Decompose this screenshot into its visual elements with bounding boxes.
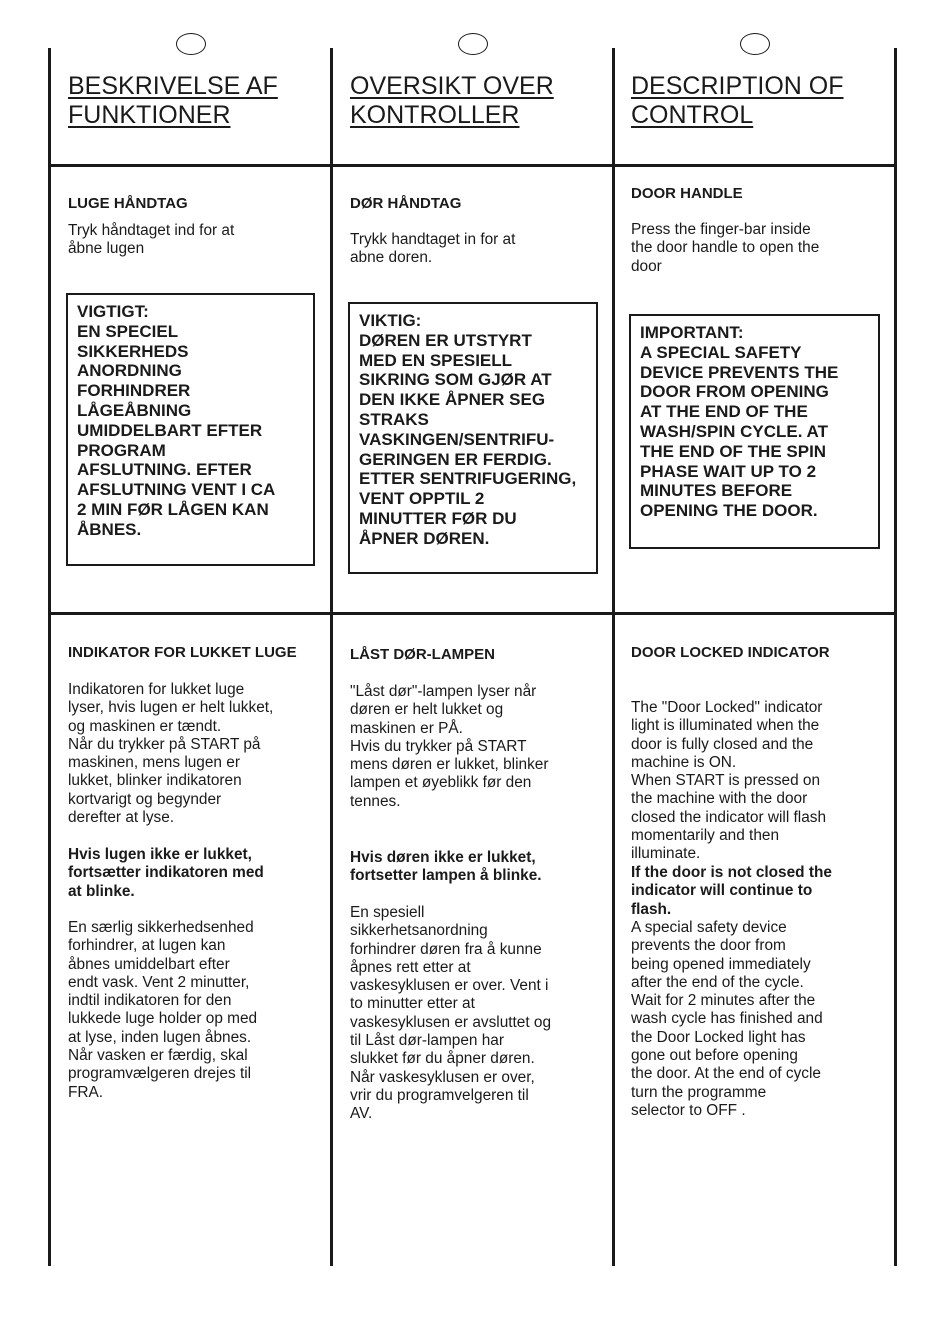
column-divider-1 bbox=[330, 48, 333, 1266]
door-handle-text: Tryk håndtaget ind for at åbne lugen bbox=[68, 222, 235, 258]
safety-device-text: En særlig sikkerhedsenhed forhindrer, at lugen kan åbnes umiddelbart efter endt vask. Vent 2 minutter, indtil indikatoren for den lukkede luge holder op med at lyse, inden lugen åbnes. Når vasken er færdig, skal programvælgeren drejes til FRA. bbox=[68, 919, 258, 1101]
safety-device-text: A special safety device prevents the door from being opened immediately after the end of the cycle. Wait for 2 minutes after the wash cycle has finished and the Door Locked light has gone out before opening the door. At the end of cycle turn the programme selector to OFF . bbox=[631, 919, 823, 1119]
column-heading-norwegian: OVERSIKT OVER KONTROLLER bbox=[350, 72, 554, 129]
indicator-text: The "Door Locked" indicator light is illuminated when the door is fully closed and the machine is ON. When START is pressed on the machine with the door closed the indicator will flash momentarily and then illuminate. bbox=[631, 699, 827, 863]
column-divider-right bbox=[894, 48, 897, 1266]
row-divider-middle bbox=[49, 612, 897, 615]
warning-box: VIGTIGT: EN SPECIEL SIKKERHEDS ANORDNING FORHINDRER LÅGEÅBNING UMIDDELBART EFTER PROGRAM AFSLUTNING. EFTER AFSLUTNING VENT I CA 2 MIN FØR LÅGEN KAN ÅBNES. bbox=[66, 293, 315, 566]
indicator-title: INDIKATOR FOR LUKKET LUGE bbox=[68, 644, 297, 661]
row-divider-header bbox=[49, 164, 897, 167]
indicator-title: LÅST DØR-LAMPEN bbox=[350, 646, 495, 663]
warning-box: VIKTIG: DØREN ER UTSTYRT MED EN SPESIELL SIKRING SOM GJØR AT DEN IKKE ÅPNER SEG STRAKS VASKINGEN/SENTRIFU- GERINGEN ER FERDIG. ETTER SENTRIFUGERING, VENT OPPTIL 2 MINUTTER FØR DU ÅPNER DØREN. bbox=[348, 302, 598, 574]
door-handle-title: DOOR HANDLE bbox=[631, 185, 743, 202]
indicator-text: Indikatoren for lukket luge lyser, hvis lugen er helt lukket, og maskinen er tændt. Når du trykker på START på maskinen, mens lugen er lukket, blinker indikatoren kortvarigt og begynder derefter at lyse. bbox=[68, 681, 274, 827]
indicator-text: "Låst dør"-lampen lyser når døren er helt lukket og maskinen er PÅ. Hvis du trykker på START mens døren er lukket, blinker lampen et øyeblikk før den tennes. bbox=[350, 683, 549, 810]
column-divider-left bbox=[48, 48, 51, 1266]
warning-box: IMPORTANT: A SPECIAL SAFETY DEVICE PREVENTS THE DOOR FROM OPENING AT THE END OF THE WASH/SPIN CYCLE. AT THE END OF THE SPIN PHASE WAIT UP TO 2 MINUTES BEFORE OPENING THE DOOR. bbox=[629, 314, 880, 549]
door-handle-text: Press the finger-bar inside the door handle to open the door bbox=[631, 221, 820, 275]
safety-device-text: En spesiell sikkerhetsanordning forhindrer døren fra å kunne åpnes rett etter at vaskesyklusen er over. Vent i to minutter etter at vaskesyklusen er avsluttet og til Låst dør-lampen har slukket før du åpner døren. Når vaskesyklusen er over, vrir du programvelgeren til AV. bbox=[350, 904, 552, 1123]
column-heading-danish: BESKRIVELSE AF FUNKTIONER bbox=[68, 72, 278, 129]
door-handle-text: Trykk handtaget in for at abne doren. bbox=[350, 231, 516, 267]
language-flag-icon-norwegian bbox=[458, 33, 488, 55]
language-flag-icon-danish bbox=[176, 33, 206, 55]
indicator-warning-text: If the door is not closed the indicator will continue to flash. bbox=[631, 864, 832, 918]
indicator-title: DOOR LOCKED INDICATOR bbox=[631, 644, 830, 661]
indicator-warning-text: Hvis døren ikke er lukket, fortsetter lampen å blinke. bbox=[350, 849, 542, 885]
column-heading-english: DESCRIPTION OF CONTROL bbox=[631, 72, 844, 129]
door-handle-title: DØR HÅNDTAG bbox=[350, 195, 462, 212]
language-flag-icon-english bbox=[740, 33, 770, 55]
indicator-warning-text: Hvis lugen ikke er lukket, fortsætter indikatoren med at blinke. bbox=[68, 846, 264, 900]
door-handle-title: LUGE HÅNDTAG bbox=[68, 195, 188, 212]
column-divider-2 bbox=[612, 48, 615, 1266]
